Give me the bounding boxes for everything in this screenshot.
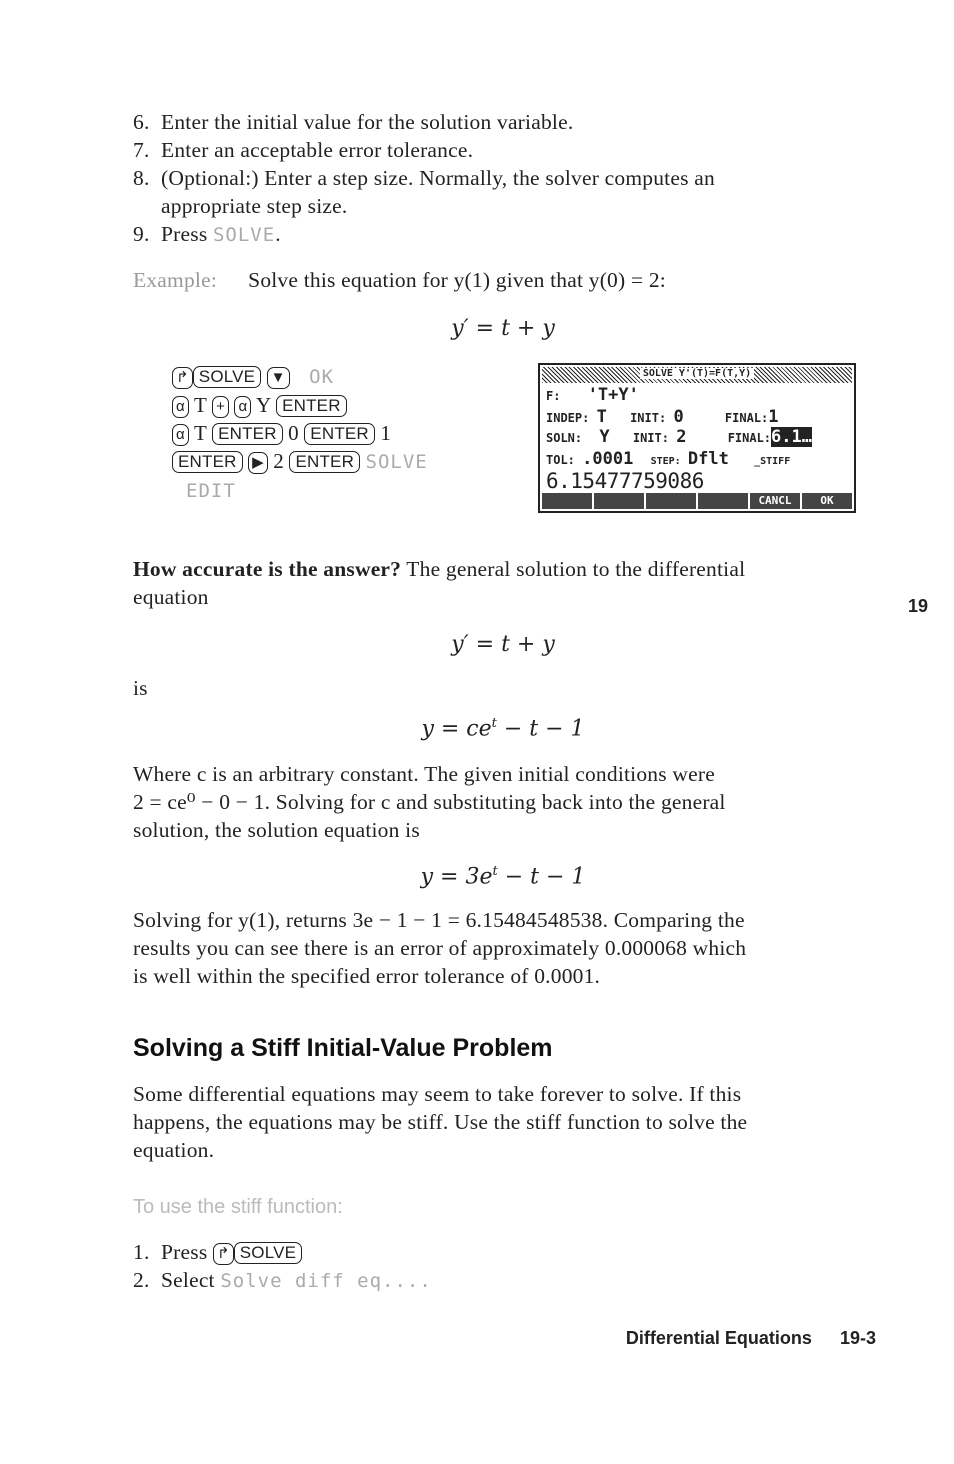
plus-key: +: [212, 396, 229, 418]
final-field-highlighted: 6.1…: [771, 427, 812, 447]
edit-softkey: EDIT: [186, 480, 236, 502]
screen-result: 6.15477759086: [546, 469, 704, 493]
accuracy-lead: How accurate is the answer?: [133, 557, 402, 581]
step-8: 8. (Optional:) Enter a step size. Normally, the solver computes an: [133, 166, 715, 190]
alpha-key-2: α: [234, 396, 251, 418]
menu-key-3: [646, 493, 696, 509]
menu-key-4: [698, 493, 748, 509]
solve-softkey-2: SOLVE: [365, 451, 428, 473]
example-label: Example:: [133, 268, 217, 292]
down-arrow-key: ▼: [267, 367, 290, 389]
stiff-step-1: 1. Press ↱ SOLVE: [133, 1238, 432, 1266]
equation-2: $y = ce^t - t - 1$: [421, 716, 585, 742]
screen-indep-row: INDEP: T INIT: 0 FINAL:1: [546, 407, 779, 427]
enter-key-4: ENTER: [172, 451, 243, 473]
keystroke-line-3: α T ENTER 0 ENTER 1: [172, 419, 428, 447]
equation-1: y′ = t + y: [451, 632, 555, 657]
right-arrow-key: ▶: [248, 452, 268, 474]
keystroke-line-4: ENTER ▶ 2 ENTER SOLVE: [172, 447, 428, 476]
menu-key-2: [594, 493, 644, 509]
example-equation: y′ = t + y: [451, 316, 555, 341]
enter-key: ENTER: [276, 395, 347, 417]
step-9: 9. Press SOLVE.: [133, 222, 281, 246]
enter-key-5: ENTER: [289, 451, 360, 473]
constant-paragraph: Where c is an arbitrary constant. The given initial conditions were 2 = ce⁰ − 0 − 1. Solving for c and substituting back into the general solution, the solution equation is: [133, 762, 726, 842]
stiff-paragraph: Some differential equations may seem to take forever to solve. If this happens, the equations may be stiff. Use the stiff function to solve the equation.: [133, 1082, 748, 1162]
solve-softkey: SOLVE: [212, 224, 276, 246]
enter-key-3: ENTER: [304, 423, 375, 445]
menu-key-ok: OK: [802, 493, 852, 509]
stiff-subheading: To use the stiff function:: [133, 1196, 343, 1218]
calculator-screen: [538, 363, 856, 513]
result-paragraph: Solving for y(1), returns 3e − 1 − 1 = 6.15484548538. Comparing the results you can see there is an error of approximately 0.000068 which is well within the specified error tolerance of 0.0001.: [133, 908, 747, 988]
keystroke-sequence: [172, 362, 428, 505]
alpha-key: α: [172, 396, 189, 418]
solve-diff-eq-item: Solve diff eq....: [220, 1270, 432, 1292]
right-shift-key: ↱: [172, 367, 193, 389]
alpha-key-3: α: [172, 424, 189, 446]
example-line: [133, 266, 666, 294]
stiff-steps: [133, 1238, 432, 1295]
menu-key-1: [542, 493, 592, 509]
section-heading: Solving a Stiff Initial-Value Problem: [133, 1034, 553, 1062]
keystroke-line-5: [186, 476, 428, 505]
footer-page-number: 19-3: [839, 1328, 876, 1348]
screen-tol-row: TOL: .0001 STEP: Dflt _STIFF: [546, 449, 791, 469]
enter-key-2: ENTER: [212, 423, 283, 445]
menu-key-cancel: CANCL: [750, 493, 800, 509]
ok-softkey: OK: [309, 366, 335, 388]
screen-menu-bar: [542, 493, 852, 509]
screen-soln-row: SOLN: Y INIT: 2 FINAL:6.1…: [546, 427, 812, 447]
solve-key-2: SOLVE: [234, 1242, 302, 1264]
footer-title: Differential Equations: [625, 1328, 812, 1348]
solve-key: SOLVE: [193, 366, 261, 388]
step-7: 7. Enter an acceptable error tolerance.: [133, 138, 474, 162]
right-shift-key-2: ↱: [213, 1243, 234, 1265]
step-6: 6. Enter the initial value for the solution variable.: [133, 110, 574, 134]
step-8-cont: appropriate step size.: [161, 194, 348, 218]
keystroke-line-1: [172, 362, 428, 391]
stiff-step-2: 2. Select Solve diff eq....: [133, 1268, 432, 1292]
page-footer: [626, 1328, 876, 1349]
is-word: is: [133, 676, 148, 700]
screen-f-row: F: 'T+Y': [546, 385, 639, 405]
keystroke-line-2: α T + α Y ENTER: [172, 391, 428, 419]
accuracy-paragraph: How accurate is the answer? The general solution to the differential equation: [133, 557, 746, 609]
equation-3: $y = 3e^t - t - 1$: [420, 864, 586, 890]
example-text: Solve this equation for y(1) given that y(0) = 2:: [248, 268, 666, 292]
chapter-tab-marker: 19: [908, 596, 929, 616]
screen-title: SOLVE Y'(T)=F(T,Y): [640, 368, 754, 379]
steps-list-top: [133, 108, 715, 249]
